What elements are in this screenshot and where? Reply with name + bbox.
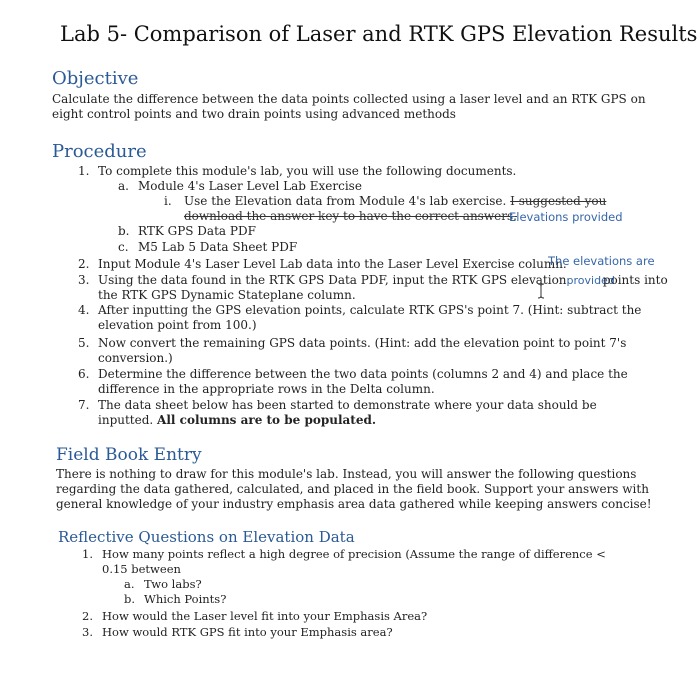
field-book-heading: Field Book Entry <box>56 445 202 465</box>
step-3-line-1 <box>98 273 668 288</box>
step-1ai-text: Use the Elevation data from Module 4's lab exercise. <box>184 194 511 208</box>
field-book-line-1: There is nothing to draw for this module's lab. Instead, you will answer the following questions <box>56 467 637 481</box>
question-1a-text: Two labs? <box>144 577 202 591</box>
step-5-number: 5. <box>78 336 90 350</box>
step-1a-text: Module 4's Laser Level Lab Exercise <box>138 179 362 193</box>
step-2-number: 2. <box>78 257 90 271</box>
step-3-line-2: the RTK GPS Dynamic Stateplane column. <box>98 288 356 302</box>
step-1ai-strikethrough-1: I suggested you <box>510 194 607 208</box>
step-4-line-1: After inputting the GPS elevation points, calculate RTK GPS's point 7. (Hint: subtract the <box>98 303 642 317</box>
step-7-text-2b: All columns are to be populated. <box>157 413 377 427</box>
question-2-number: 2. <box>82 609 93 623</box>
comment-elevations-provided: Elevations provided <box>509 210 623 224</box>
step-2-text: Input Module 4's Laser Level Lab data into the Laser Level Exercise column. <box>98 257 567 271</box>
i-beam-cursor-icon <box>537 283 545 299</box>
question-1-line-2: 0.15 between <box>102 562 181 576</box>
step-3-text-1b: points into <box>602 273 668 287</box>
step-3-text-1: Using the data found in the RTK GPS Data PDF, input the RTK GPS elevation <box>98 273 567 287</box>
step-1a-number: a. <box>118 179 129 193</box>
question-1b-number: b. <box>124 592 136 606</box>
step-4-line-2: elevation point from 100.) <box>98 318 257 332</box>
question-1b-text: Which Points? <box>144 592 227 606</box>
page-title: Lab 5- Comparison of Laser and RTK GPS Elevation Results <box>60 22 698 46</box>
step-5-line-1: Now convert the remaining GPS data points. (Hint: add the elevation point to point 7's <box>98 336 627 350</box>
question-2-text: How would the Laser level fit into your Emphasis Area? <box>102 609 428 623</box>
step-1c-text: M5 Lab 5 Data Sheet PDF <box>138 240 298 254</box>
question-3-number: 3. <box>82 625 93 639</box>
question-1a-number: a. <box>124 577 135 591</box>
comment-elevations-are: The elevations are <box>548 254 655 268</box>
step-7-line-2 <box>98 413 376 428</box>
step-5-line-2: conversion.) <box>98 351 173 365</box>
comment-provided: provided <box>566 274 615 287</box>
step-1c-number: c. <box>118 240 129 254</box>
step-1ai-strikethrough-2: download the answer key to have the correct answers. <box>184 209 517 223</box>
step-1ai-number: i. <box>164 194 172 208</box>
step-1-number: 1. <box>78 164 90 178</box>
step-1-text: To complete this module's lab, you will use the following documents. <box>98 164 517 178</box>
objective-line-1: Calculate the difference between the data points collected using a laser level and an RTK GPS on <box>52 92 646 106</box>
step-6-number: 6. <box>78 367 90 381</box>
step-3-number: 3. <box>78 273 90 287</box>
question-1-number: 1. <box>82 547 93 561</box>
step-4-number: 4. <box>78 303 90 317</box>
field-book-line-2: regarding the data gathered, calculated, and placed in the field book. Support your answers with <box>56 482 649 496</box>
objective-line-2: eight control points and two drain points using advanced methods <box>52 107 456 121</box>
procedure-heading: Procedure <box>52 141 147 162</box>
field-book-line-3: general knowledge of your industry emphasis area data gathered while keeping answers concise! <box>56 497 652 511</box>
step-1ai-line-1 <box>184 194 606 209</box>
reflective-heading: Reflective Questions on Elevation Data <box>58 528 355 546</box>
step-1b-text: RTK GPS Data PDF <box>138 224 256 238</box>
step-1b-number: b. <box>118 224 130 238</box>
step-7-number: 7. <box>78 398 90 412</box>
step-6-line-2: difference in the appropriate rows in the Delta column. <box>98 382 435 396</box>
step-6-line-1: Determine the difference between the two data points (columns 2 and 4) and place the <box>98 367 628 381</box>
objective-heading: Objective <box>52 68 139 89</box>
question-3-text: How would RTK GPS fit into your Emphasis area? <box>102 625 393 639</box>
step-7-text-2a: inputted. <box>98 413 158 427</box>
question-1-line-1: How many points reflect a high degree of precision (Assume the range of difference < <box>102 547 606 561</box>
step-7-line-1: The data sheet below has been started to demonstrate where your data should be <box>98 398 597 412</box>
